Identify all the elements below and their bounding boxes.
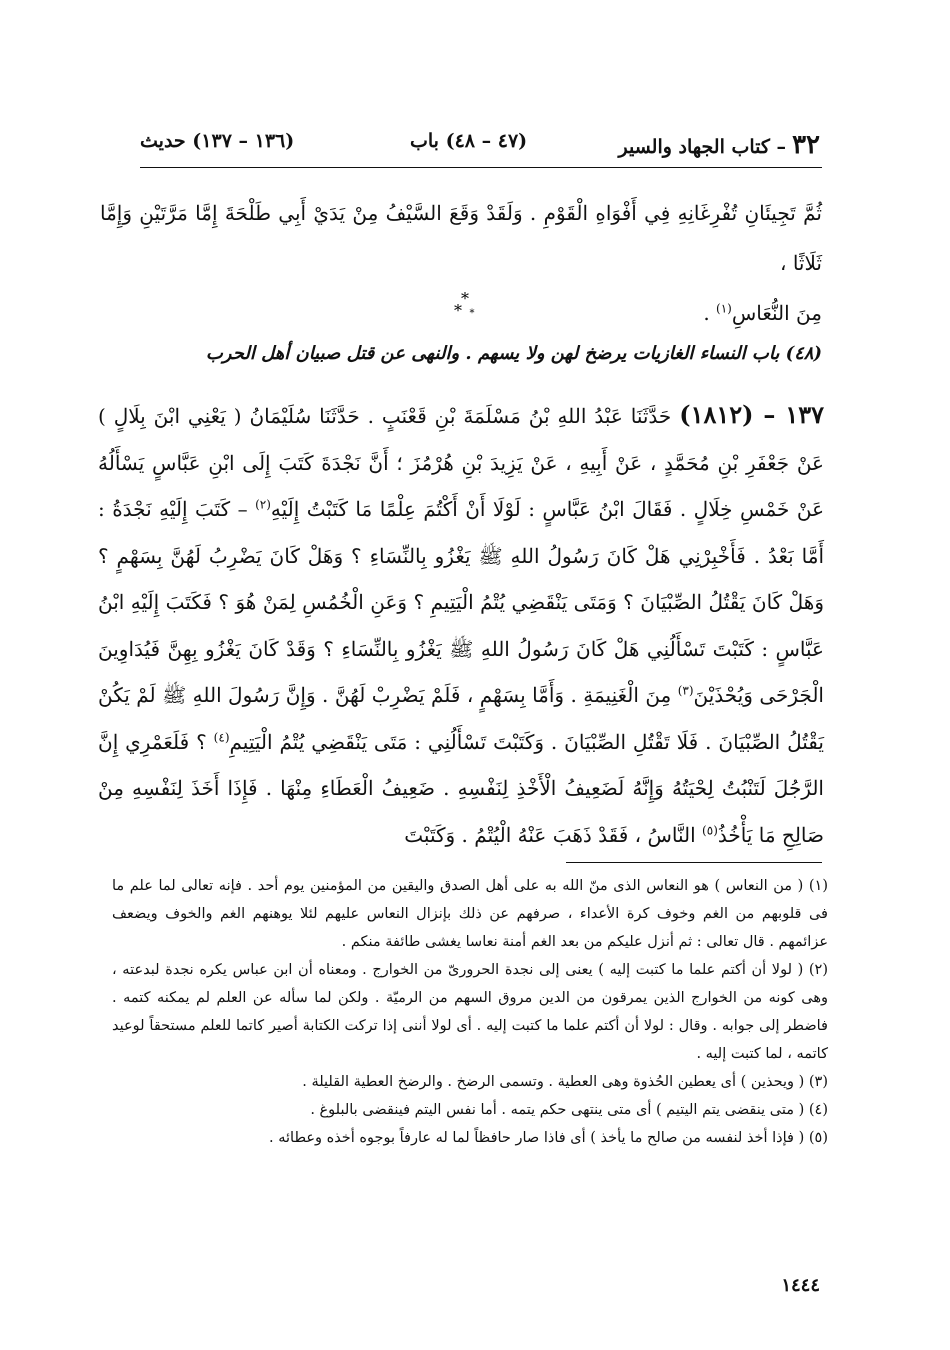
intro-line-2-end: .	[703, 301, 717, 325]
intro-line-2-text: مِنَ النُّعَاسِ	[731, 301, 822, 325]
footnote-divider	[566, 862, 822, 863]
footnote-ref-5: (٥)	[702, 822, 718, 837]
hadith-paragraph	[98, 392, 824, 858]
footnotes	[112, 872, 828, 1152]
footnote-ref-2: (٢)	[255, 497, 271, 512]
running-header	[140, 130, 820, 160]
page-number: ١٤٤٤	[781, 1275, 820, 1296]
section-separator	[445, 292, 485, 320]
footnote-4: (٤) ( متى ينقضى يتم اليتيم ) أى متى ينتهى حكم يتمه . أما نفس اليتم فينقضى بالبلوغ .	[310, 1102, 828, 1118]
footnote-3: (٣) ( ويحذين ) أى يعطين الحُذوة وهى العطية . وتسمى الرضخ . والرضخ العطية القليلة .	[302, 1074, 828, 1090]
hadith-text-2: – كَتَبَ إِلَيْهِ نَجْدَةُ : أَمَّا بَعْدُ . فَأَخْبِرْنِي هَلْ كَانَ رَسُولُ اللهِ ﷺ يَغْزُو بِالنِّسَاءِ ؟ وَهَلْ كَانَ يَضْرِبُ لَهُنَّ بِسَهْمٍ ؟ وَهَلْ كَانَ يَقْتُلُ الصِّبْيَانَ ؟ وَمَتَى يَنْقَضِي يُتْمُ الْيَتِيمِ ؟ وَعَنِ الْخُمُسِ لِمَنْ هُوَ ؟ فَكَتَبَ إِلَيْهِ ابْنُ عَبَّاسٍ : كَتَبْتَ تَسْأَلُنِي هَلْ كَانَ رَسُولُ اللهِ ﷺ يَغْزُو بِالنِّسَاءِ ؟ وَقَدْ كَانَ يَغْزُو بِهِنَّ فَيُدَاوِينَ الْجَرْحَى وَيُحْذَيْنَ	[98, 497, 824, 707]
footnote-ref-1: (١)	[716, 301, 732, 316]
svg-text:*: *	[461, 292, 469, 308]
header-hadith-range: (١٣٦ – ١٣٧) حديث	[140, 130, 295, 152]
hadith-text-1: حَدَّثَنَا عَبْدُ اللهِ بْنُ مَسْلَمَةَ بْنِ قَعْنَبٍ . حَدَّثَنَا سُلَيْمَانُ ( يَعْنِي ابْنَ بِلَالٍ ) عَنْ جَعْفَرِ بْنِ مُحَمَّدٍ ، عَنْ أَبِيهِ ، عَنْ يَزِيدَ بْنِ هُرْمُزَ ؛ أَنَّ نَجْدَةَ كَتَبَ إِلَى ابْنِ عَبَّاسٍ يَسْأَلُهُ عَنْ خَمْسِ خِلَالٍ . فَقَالَ ابْنُ عَبَّاسٍ : لَوْلَا أَنْ أَكْتُمَ عِلْمًا مَا كَتَبْتُ إِلَيْهِ	[98, 404, 824, 521]
chapter-heading: (٤٨) باب النساء الغازيات يرضخ لهن ولا يسهم . والنهى عن قتل صبيان أهل الحرب	[205, 343, 822, 364]
footnote-2: (٢) ( لولا أن أكتم علما ما كتبت إليه ) يعنى إلى نجدة الحرورىّ من الخوارج . ومعناه أن ابن عباس يكره نجدة لبدعته ، وهى كونه من الخوارج الذين يمرقون من الدين مروق السهم من الرميّة . ولكن لما سأله عن العلم لم يمكنه كتمه . فاضطر إلى جوابه . وقال : لولا أن أكتم علما ما كتبت إليه . أى لولا أننى إذا تركت الكتابة أصير كاتما للعلم مستحقاً لوعيد كاتمه ، لما كتبت إليه .	[112, 962, 828, 1062]
asterism-icon	[445, 292, 485, 318]
svg-text:*: *	[454, 301, 462, 318]
footnote-5: (٥) ( فإذا أخذ لنفسه من صالح ما يأخذ ) أى فاذا صار حافظاً لما له عارفاً بوجوه أخذه وعطائه .	[269, 1130, 828, 1146]
hadith-number: ١٣٧ – (١٨١٢)	[679, 400, 824, 429]
header-chapter-range: (٤٧ – ٤٨) باب	[410, 130, 528, 152]
hadith-text-4: ؟ فَلَعَمْرِي إِنَّ الرَّجُلَ لَتَنْبُتُ لِحْيَتُهُ وَإِنَّهُ لَضَعِيفُ الْأَخْذِ لِنَفْسِهِ . ضَعِيفُ الْعَطَاءِ مِنْهَا . فَإِذَا أَخَذَ لِنَفْسِهِ مِنْ صَالِحِ مَا يَأْخُذُ	[98, 729, 824, 847]
hadith-text-3: مِنَ الْغَنِيمَةِ . وَأَمَّا بِسَهْمٍ ، فَلَمْ يَضْرِبْ لَهُنَّ . وَإِنَّ رَسُولَ اللهِ ﷺ لَمْ يَكُنْ يَقْتُلُ الصِّبْيَانَ . فَلَا تَقْتُلِ الصِّبْيَانَ . وَكَتَبْتَ تَسْأَلُنِي : مَتَى يَنْقَضِي يُتْمُ الْيَتِيمِ	[98, 683, 824, 754]
hadith-text-5: النَّاسُ ، فَقَدْ ذَهَبَ عَنْهُ الْيُتْمُ . وَكَتَبْتَ	[404, 822, 703, 847]
header-book-title	[619, 130, 821, 160]
footnote-ref-4: (٤)	[213, 729, 230, 744]
intro-line-1: ثُمَّ تَجِيئَانِ تُفْرِغَانِهِ فِي أَفْوَاهِ الْقَوْمِ . وَلَقَدْ وَقَعَ السَّيْفُ مِنْ يَدَيْ أَبِي طَلْحَةَ إِمَّا مَرَّتَيْنِ وَإِمَّا ثَلَاثًا ،	[100, 201, 822, 275]
footnote-1: (١) ( من النعاس ) هو النعاس الذى منّ الله به على أهل الصدق واليقين من المؤمنين يوم أحد . فإنه تعالى لما علم ما فى قلوبهم من الغم وخوف كرة الأعداء ، صرفهم عن ذلك بإنزال النعاس عليهم لئلا يوهنهم الغم والخوف ويضعف عزائمهم . قال تعالى : ثم أنزل عليكم من بعد الغم أمنة نعاسا يغشى طائفة منكم .	[112, 878, 828, 950]
footnote-ref-3: (٣)	[677, 683, 694, 698]
hadith-body	[98, 392, 824, 858]
header-page-number: ٣٢	[792, 130, 820, 160]
header-title-text: – كتاب الجهاد والسير	[618, 136, 787, 158]
header-divider	[140, 167, 822, 168]
svg-text:*: *	[469, 308, 475, 318]
